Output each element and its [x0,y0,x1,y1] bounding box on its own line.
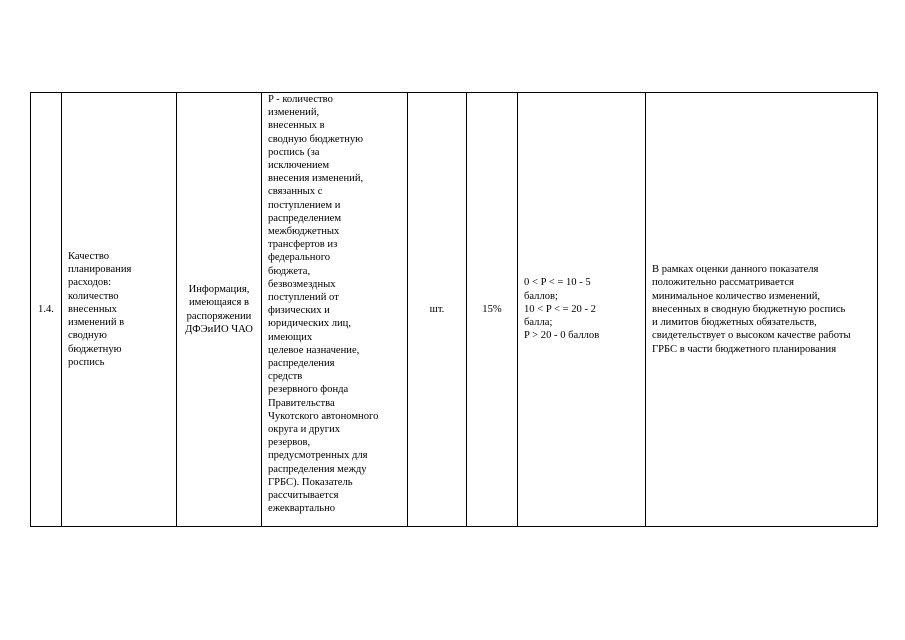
scale-cell [518,93,646,527]
weight: 15% [482,303,502,315]
info-source: Информация, имеющаяся в распоряжении ДФЭиИО ЧАО [185,284,253,335]
comment-cell [646,93,878,527]
info-source-cell [177,93,262,527]
unit-cell [408,93,467,527]
indicator-name: Качество планирования расходов: количество внесенных изменений в сводную бюджетную роспись [68,251,132,368]
weight-cell [467,93,518,527]
unit: шт. [429,303,445,315]
formula-text: P - количество изменений, внесенных в сводную бюджетную роспись (за исключением внесения изменений, связанных с поступлением и распределением межбюджетных трансфертов из федерального бюджета, безвозмездных поступлений от физических и юридических лиц, имеющих целевое назначение, распределения средств резервного фонда Правительства Чукотского автономного округа и других резервов, предусмотренных для распределения между ГРБС). Показатель рассчитывается ежеквартально [268,94,379,515]
comment-text: В рамках оценки данного показателя положительно рассматривается минимальное количество изменений, внесенных в сводную бюджетную роспись и лимитов бюджетных обязательств, свидетельствует о высоком качестве работы ГРБС в части бюджетного планирования [652,264,851,355]
formula-cell [262,93,408,527]
row-number: 1.4. [38,303,54,315]
scoring-scale: 0 < P < = 10 - 5 баллов; 10 < P < = 20 - 2 балла; P > 20 - 0 баллов [524,277,600,342]
row-number-cell [31,93,62,527]
table-row [31,93,878,527]
indicator-name-cell [62,93,177,527]
indicator-table [30,92,878,527]
